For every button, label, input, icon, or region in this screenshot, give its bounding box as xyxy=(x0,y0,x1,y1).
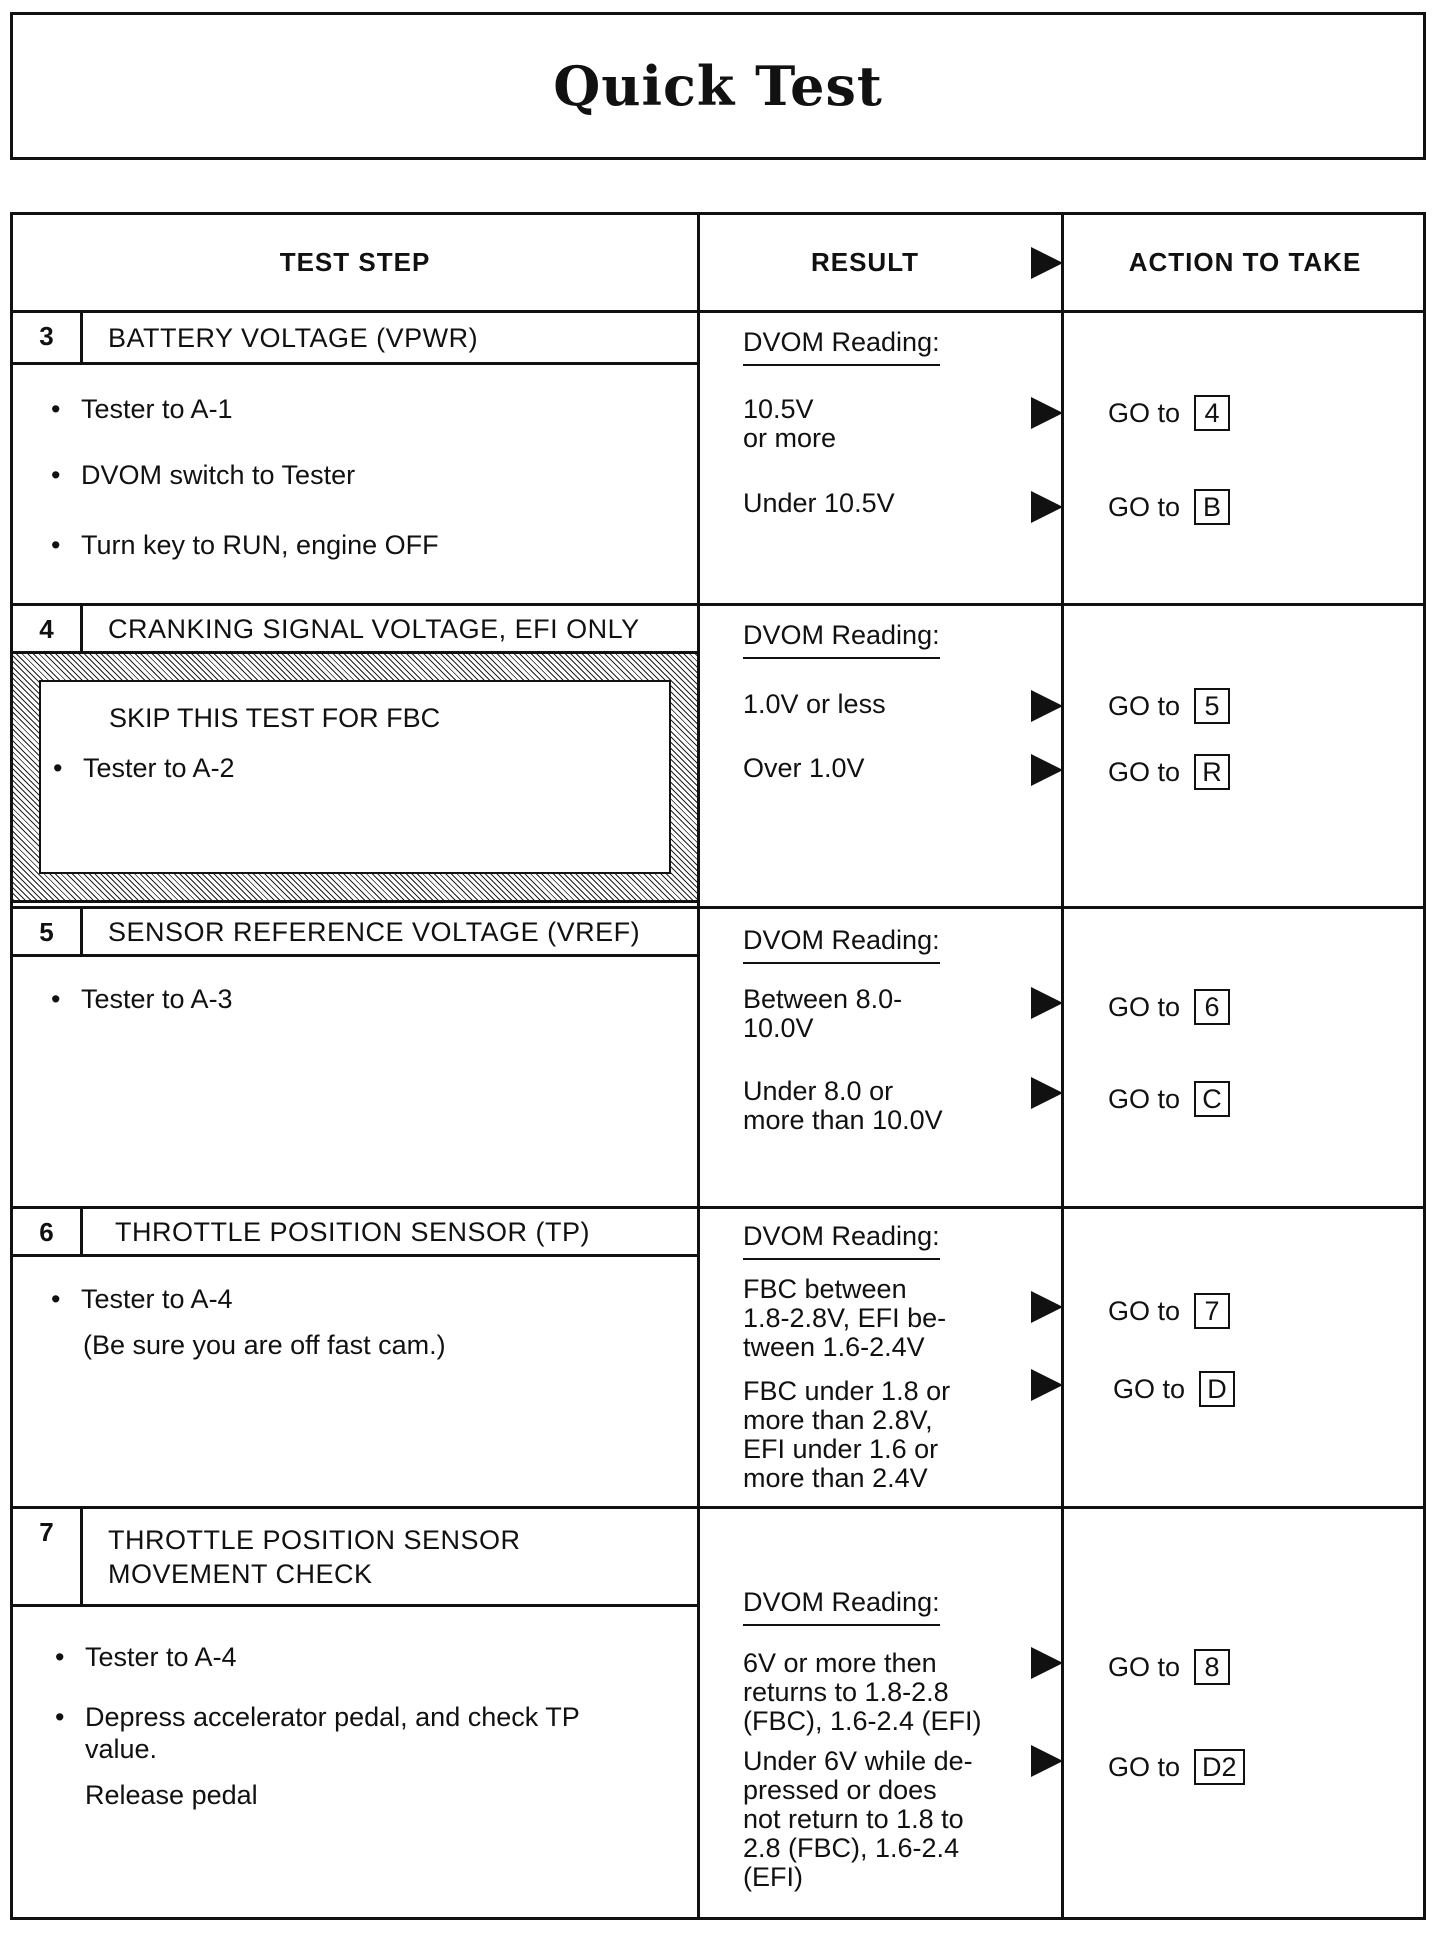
step-reference-box: C xyxy=(1194,1081,1230,1117)
result-text: 6V or more then returns to 1.8-2.8 (FBC), 1.6-2.4 (EFI) xyxy=(743,1648,982,1736)
arrow-icon xyxy=(1031,1077,1063,1109)
arrow-icon xyxy=(1031,1369,1063,1401)
result-text: Under 10.5V xyxy=(743,488,895,518)
step-instruction: • Depress accelerator pedal, and check TP value. xyxy=(85,1701,580,1765)
arrow-icon xyxy=(1031,1291,1063,1323)
action-go-to xyxy=(1108,395,1230,431)
dvom-reading-label: DVOM Reading: xyxy=(743,620,940,659)
step-number: 4 xyxy=(13,606,83,651)
result-text: 10.5V or more xyxy=(743,394,837,453)
header-action: ACTION TO TAKE xyxy=(1128,247,1362,277)
step-3-row xyxy=(13,313,1429,603)
step-6-row xyxy=(13,1209,1429,1506)
action-go-to xyxy=(1113,1371,1235,1407)
result-text: Between 8.0- 10.0V xyxy=(743,984,903,1043)
step-reference-box: 8 xyxy=(1194,1649,1230,1685)
action-go-to xyxy=(1108,989,1230,1025)
step-number: 3 xyxy=(13,313,83,362)
step-reference-box: D xyxy=(1199,1371,1235,1407)
step-instruction: • Tester to A-4 xyxy=(81,1283,233,1315)
step-title-bar xyxy=(13,606,697,654)
action-go-to xyxy=(1108,1649,1230,1685)
arrow-icon xyxy=(1031,491,1063,523)
arrow-icon xyxy=(1031,754,1063,786)
action-go-to xyxy=(1108,1293,1230,1329)
step-reference-box: 4 xyxy=(1194,395,1230,431)
step-instruction: • Tester to A-4 xyxy=(85,1641,237,1673)
step-title-bar xyxy=(13,313,697,365)
go-to-label: GO to xyxy=(1108,756,1181,787)
quick-test-table xyxy=(10,212,1426,1920)
step-instruction: • Tester to A-2 xyxy=(83,752,235,784)
step-name: BATTERY VOLTAGE (VPWR) xyxy=(108,323,479,353)
step-instruction: • Tester to A-1 xyxy=(81,393,233,425)
step-reference-box: B xyxy=(1194,489,1230,525)
action-go-to xyxy=(1108,489,1230,525)
result-text: Under 6V while de- pressed or does not return to 1.8 to 2.8 (FBC), 1.6-2.4 (EFI) xyxy=(743,1746,973,1892)
step-name: THROTTLE POSITION SENSOR MOVEMENT CHECK xyxy=(108,1525,521,1589)
step-reference-box: 5 xyxy=(1194,688,1230,724)
go-to-label: GO to xyxy=(1108,1083,1181,1114)
step-title-bar xyxy=(13,1509,697,1607)
step-title-bar xyxy=(13,1209,697,1257)
arrow-icon xyxy=(1031,397,1063,429)
step-number: 5 xyxy=(13,909,83,954)
page-title: Quick Test xyxy=(553,54,883,118)
go-to-label: GO to xyxy=(1113,1373,1186,1404)
action-go-to xyxy=(1108,1081,1230,1117)
dvom-reading-label: DVOM Reading: xyxy=(743,327,940,366)
step-reference-box: 6 xyxy=(1194,989,1230,1025)
result-text: FBC between 1.8-2.8V, EFI be- tween 1.6-2.4V xyxy=(743,1274,947,1362)
go-to-label: GO to xyxy=(1108,1295,1181,1326)
title-box xyxy=(10,12,1426,160)
result-text: Over 1.0V xyxy=(743,753,865,783)
step-reference-box: 7 xyxy=(1194,1293,1230,1329)
dvom-reading-label: DVOM Reading: xyxy=(743,1221,940,1260)
step-7-row xyxy=(13,1509,1429,1919)
go-to-label: GO to xyxy=(1108,1751,1181,1782)
step-reference-box: D2 xyxy=(1194,1749,1245,1785)
step-note: (Be sure you are off fast cam.) xyxy=(83,1330,446,1360)
action-go-to xyxy=(1108,688,1230,724)
arrow-icon xyxy=(1031,1745,1063,1777)
go-to-label: GO to xyxy=(1108,690,1181,721)
step-instruction: • DVOM switch to Tester xyxy=(81,459,355,491)
step-number: 7 xyxy=(13,1509,83,1604)
step-instruction: • Tester to A-3 xyxy=(81,983,233,1015)
arrow-icon xyxy=(1031,247,1063,279)
go-to-label: GO to xyxy=(1108,1651,1181,1682)
step-title-bar xyxy=(13,909,697,957)
header-result: RESULT xyxy=(810,247,920,277)
step-name: CRANKING SIGNAL VOLTAGE, EFI ONLY xyxy=(108,614,640,644)
go-to-label: GO to xyxy=(1108,397,1181,428)
step-note: Release pedal xyxy=(85,1780,258,1810)
arrow-icon xyxy=(1031,690,1063,722)
dvom-reading-label: DVOM Reading: xyxy=(743,925,940,964)
skip-test-shaded-panel xyxy=(13,654,697,903)
step-name: SENSOR REFERENCE VOLTAGE (VREF) xyxy=(108,917,641,947)
action-go-to xyxy=(1108,754,1230,790)
header-test-step: TEST STEP xyxy=(279,247,431,277)
go-to-label: GO to xyxy=(1108,991,1181,1022)
step-number: 6 xyxy=(13,1209,83,1254)
step-instruction: • Turn key to RUN, engine OFF xyxy=(81,529,439,561)
dvom-reading-label: DVOM Reading: xyxy=(743,1587,940,1626)
step-5-row xyxy=(13,909,1429,1206)
step-4-row xyxy=(13,606,1429,906)
result-text: 1.0V or less xyxy=(743,689,886,719)
step-reference-box: R xyxy=(1194,754,1230,790)
action-go-to xyxy=(1108,1749,1245,1785)
step-name: THROTTLE POSITION SENSOR (TP) xyxy=(115,1217,591,1247)
result-text: Under 8.0 or more than 10.0V xyxy=(743,1076,943,1135)
arrow-icon xyxy=(1031,987,1063,1019)
skip-test-panel-inner xyxy=(39,680,671,874)
go-to-label: GO to xyxy=(1108,491,1181,522)
arrow-icon xyxy=(1031,1647,1063,1679)
skip-test-note: SKIP THIS TEST FOR FBC xyxy=(109,703,441,733)
result-text: FBC under 1.8 or more than 2.8V, EFI under 1.6 or more than 2.4V xyxy=(743,1376,951,1493)
